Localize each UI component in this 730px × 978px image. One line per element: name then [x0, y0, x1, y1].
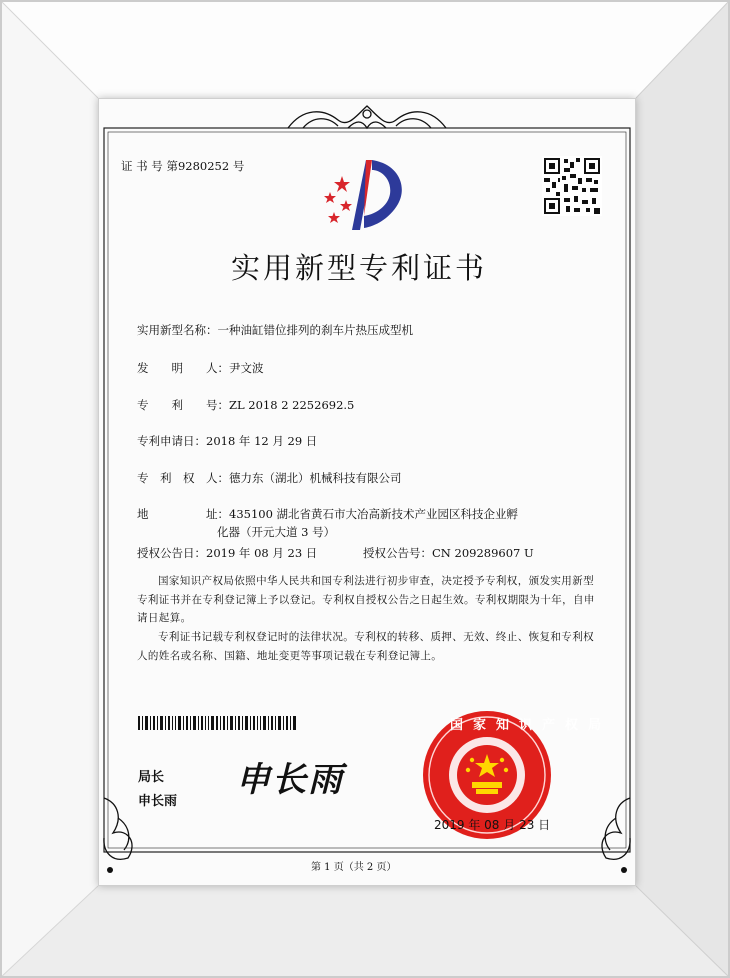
certificate-number-label: 证 书 号 第 [121, 159, 178, 173]
field-label: 地 址： [137, 507, 229, 521]
field-grant-date [137, 545, 317, 561]
director-signature: 申长雨 [236, 760, 344, 800]
field-application-date [137, 433, 317, 449]
certificate [98, 98, 636, 886]
field-address-line2: 化器（开元大道 3 号） [217, 525, 336, 539]
director-name: 申长雨 [138, 794, 178, 809]
field-value: 一种油缸错位排列的刹车片热压成型机 [217, 323, 413, 337]
field-patent-number [137, 397, 354, 413]
field-label: 专 利 号： [137, 398, 229, 412]
field-label: 发 明 人： [137, 361, 229, 375]
field-value: 2018 年 12 月 29 日 [206, 434, 318, 448]
field-label: 专 利 权 人： [137, 471, 229, 485]
page-indicator: 第 1 页（共 2 页） [311, 862, 397, 873]
field-value: 德力东（湖北）机械科技有限公司 [229, 471, 402, 485]
field-address [137, 506, 518, 522]
field-value: CN 209289607 U [432, 546, 534, 560]
field-utility-model-name [137, 322, 413, 338]
seal-text: 国家知识产权局 [450, 718, 612, 733]
seal-date: 2019 年 08 月 23 日 [434, 818, 551, 832]
qr-code-icon [542, 156, 602, 216]
field-value: 435100 湖北省黄石市大冶高新技术产业园区科技企业孵 [229, 507, 519, 521]
grant-statement: 国家知识产权局依照中华人民共和国专利法进行初步审查，决定授予专利权，颁发实用新型专利证书并在专利登记簿上予以登记。专利权自授权公告之日起生效。专利权期限为十年，自申请日起算。 [137, 575, 595, 624]
certificate-number [121, 158, 244, 174]
legal-notice: 专利证书记载专利权登记时的法律状况。专利权的转移、质押、无效、终止、恢复和专利权人的姓名或名称、国籍、地址变更等事项记载在专利登记簿上。 [137, 631, 594, 662]
certificate-number-value: 9280252 号 [177, 159, 245, 173]
field-label: 授权公告号： [363, 546, 432, 560]
national-emblem-icon [457, 745, 517, 805]
field-value: 2019 年 08 月 23 日 [206, 546, 318, 560]
field-label: 专利申请日： [137, 434, 206, 448]
field-label: 实用新型名称： [137, 323, 218, 337]
field-label: 授权公告日： [137, 546, 206, 560]
field-inventor [137, 360, 264, 376]
field-value: 尹文波 [229, 361, 264, 375]
director-title: 局长 [138, 770, 165, 785]
barcode-icon [138, 716, 298, 730]
field-patentee [137, 470, 402, 486]
certificate-title: 实用新型专利证书 [231, 251, 488, 285]
field-value: ZL 2018 2 2252692.5 [229, 398, 355, 412]
cnipa-logo-icon [320, 156, 412, 236]
field-grant-number [363, 545, 534, 561]
